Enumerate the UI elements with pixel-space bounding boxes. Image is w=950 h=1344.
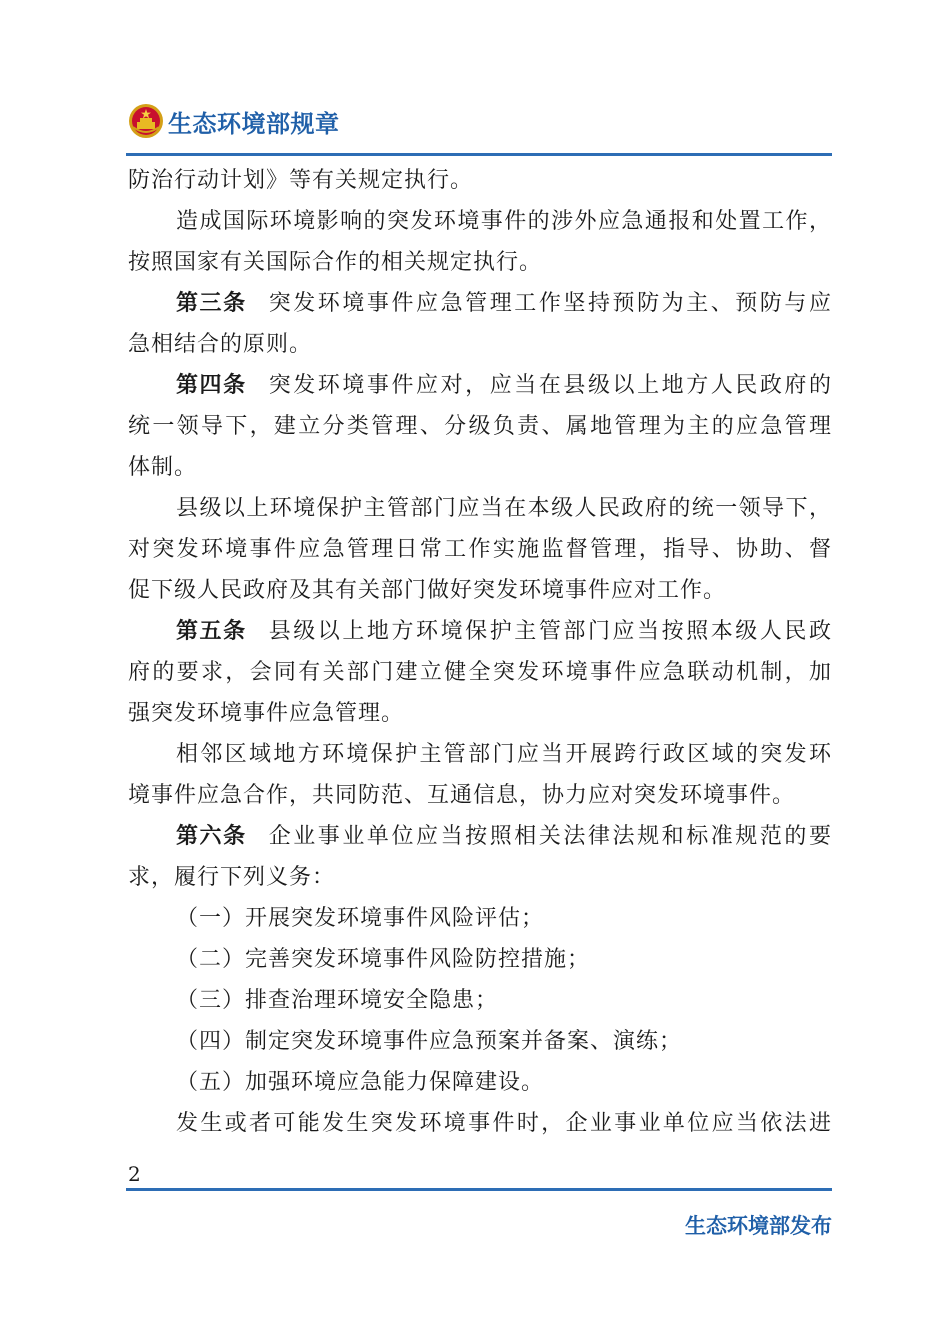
text-span: 企业事业单位应当按照相关法律法规和标准规范的要 — [268, 824, 832, 849]
national-emblem-icon — [128, 103, 164, 139]
article-3-line — [128, 283, 832, 324]
page-number: 2 — [128, 1162, 141, 1186]
text-line: 统一领导下，建立分类管理、分级负责、属地管理为主的应急管理 — [128, 414, 832, 439]
article-heading: 第六条 — [176, 824, 247, 849]
document-body — [128, 160, 832, 1144]
list-item: （一）开展突发环境事件风险评估； — [176, 906, 545, 931]
article-heading: 第五条 — [176, 619, 247, 644]
article-heading: 第四条 — [176, 373, 247, 398]
text-line: 急相结合的原则。 — [128, 332, 313, 357]
article-6-line — [128, 816, 832, 857]
footer-publisher: 生态环境部发布 — [685, 1214, 832, 1238]
text-line: 相邻区域地方环境保护主管部门应当开展跨行政区域的突发环 — [176, 742, 832, 767]
text-line: 防治行动计划》等有关规定执行。 — [128, 168, 474, 193]
text-line: 按照国家有关国际合作的相关规定执行。 — [128, 250, 543, 275]
text-line: 对突发环境事件应急管理日常工作实施监督管理，指导、协助、督 — [128, 537, 832, 562]
list-item: （五）加强环境应急能力保障建设。 — [176, 1070, 545, 1095]
list-item: （三）排查治理环境安全隐患； — [176, 988, 499, 1013]
header-title: 生态环境部规章 — [168, 109, 340, 138]
text-line: 强突发环境事件应急管理。 — [128, 701, 405, 726]
text-span: 突发环境事件应急管理工作坚持预防为主、预防与应 — [268, 291, 832, 316]
article-5-line — [128, 611, 832, 652]
text-line: 促下级人民政府及其有关部门做好突发环境事件应对工作。 — [128, 578, 727, 603]
text-line: 求，履行下列义务： — [128, 865, 336, 890]
page-header — [128, 97, 340, 145]
text-line: 造成国际环境影响的突发环境事件的涉外应急通报和处置工作， — [176, 209, 832, 234]
text-line: 体制。 — [128, 455, 198, 480]
text-line: 县级以上环境保护主管部门应当在本级人民政府的统一领导下， — [176, 496, 832, 521]
text-span: 县级以上地方环境保护主管部门应当按照本级人民政 — [268, 619, 832, 644]
text-line: 境事件应急合作，共同防范、互通信息，协力应对突发环境事件。 — [128, 783, 796, 808]
footer-rule — [126, 1188, 832, 1191]
article-4-line — [128, 365, 832, 406]
list-item: （四）制定突发环境事件应急预案并备案、演练； — [176, 1029, 683, 1054]
text-line: 府的要求，会同有关部门建立健全突发环境事件应急联动机制，加 — [128, 660, 832, 685]
header-rule — [126, 153, 832, 156]
list-item: （二）完善突发环境事件风险防控措施； — [176, 947, 591, 972]
text-span: 突发环境事件应对，应当在县级以上地方人民政府的 — [268, 373, 832, 398]
article-heading: 第三条 — [176, 291, 247, 316]
text-line: 发生或者可能发生突发环境事件时，企业事业单位应当依法进 — [176, 1111, 832, 1136]
